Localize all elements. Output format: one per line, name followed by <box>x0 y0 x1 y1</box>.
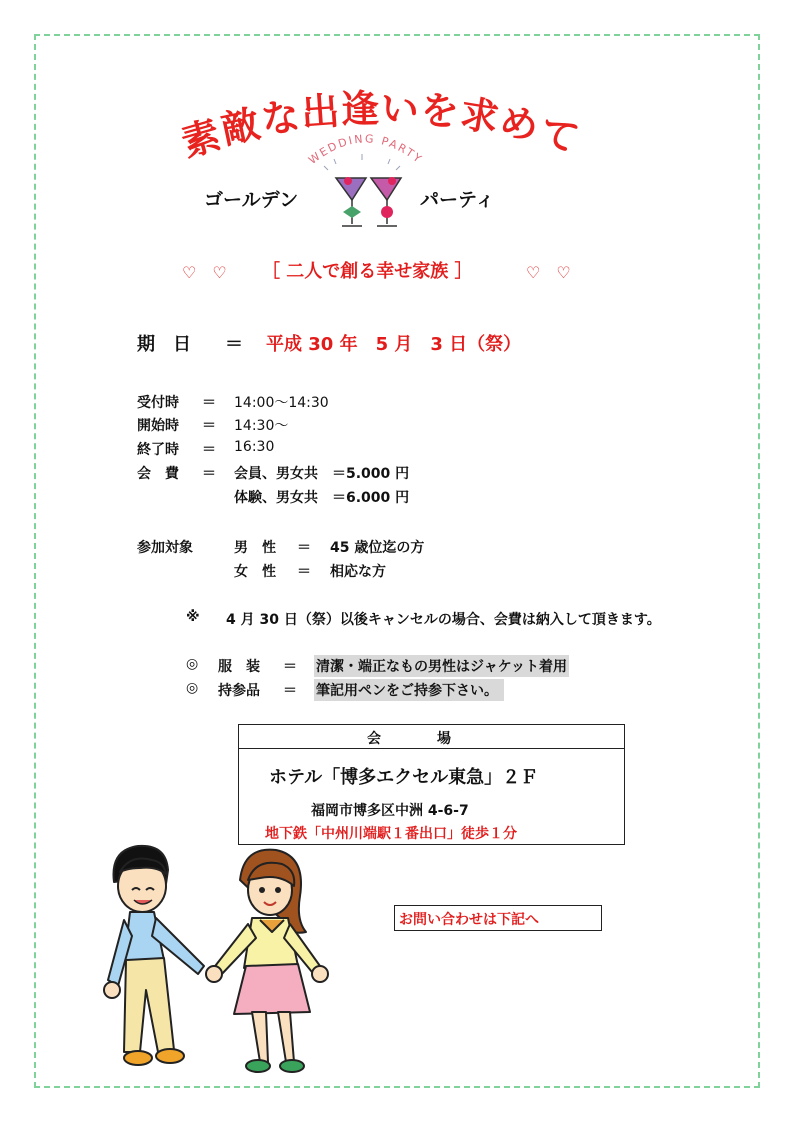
schedule-eq: ＝ <box>202 418 216 434</box>
venue-heading-row <box>239 725 624 749</box>
cocktail-glasses-icon <box>296 120 436 235</box>
venue-heading: 会 場 <box>367 731 451 747</box>
fee-trial: 体験、男女共 ＝6.000 円 <box>234 490 410 506</box>
contact-text: お問い合わせは下記へ <box>399 912 539 928</box>
title-char: て <box>534 108 584 162</box>
dress-eq: ＝ <box>283 659 297 675</box>
target-female-eq: ＝ <box>297 564 311 580</box>
venue-address: 福岡市博多区中洲 4-6-7 <box>311 803 469 819</box>
bring-mark: ◎ <box>186 680 199 696</box>
schedule-eq: ＝ <box>202 395 216 411</box>
date-value: 平成 30 年 5 月 3 日（祭） <box>266 334 522 355</box>
svg-text:WEDDING PARTY <box>306 132 425 167</box>
schedule-label: 受付時 <box>137 395 179 411</box>
venue-box <box>238 724 625 845</box>
venue-name: ホテル「博多エクセル東急」２Ｆ <box>269 767 539 788</box>
schedule-label: 開始時 <box>137 418 179 434</box>
wedding-party-label: WEDDING PARTY <box>306 132 426 167</box>
title-char: 逢 <box>340 86 380 132</box>
hearts-right: ♡ ♡ <box>526 263 571 282</box>
target-male-label: 男 性 <box>234 540 276 556</box>
subtitle-right: パーティ <box>420 189 495 211</box>
bring-label: 持参品 <box>218 683 260 699</box>
title-char: め <box>495 98 543 150</box>
bring-value: 筆記用ペンをご持参下さい。 <box>314 679 504 701</box>
contact-box <box>394 905 602 931</box>
subtitle-left: ゴールデン <box>204 189 299 211</box>
couple-illustration <box>100 840 340 1080</box>
target-male-eq: ＝ <box>297 540 311 556</box>
notice-mark: ※ <box>186 609 200 625</box>
target-label: 参加対象 <box>137 540 193 556</box>
target-female-label: 女 性 <box>234 564 276 580</box>
title-char: 求 <box>457 91 502 141</box>
date-eq: ＝ <box>225 334 243 355</box>
dress-label: 服 装 <box>218 659 260 675</box>
schedule-value: 14:30〜 <box>234 418 289 434</box>
title-char: を <box>418 87 461 135</box>
fee-member: 会員、男女共 ＝5.000 円 <box>234 466 410 482</box>
title-char: な <box>258 93 303 143</box>
dress-mark: ◎ <box>186 656 199 672</box>
schedule-label: 終了時 <box>137 442 179 458</box>
title-char: 素 <box>176 112 226 166</box>
fee-eq: ＝ <box>202 466 216 482</box>
dress-value: 清潔・端正なもの男性はジャケット着用 <box>314 655 569 677</box>
hearts-left: ♡ ♡ <box>182 263 227 282</box>
target-female-value: 相応な方 <box>330 564 386 580</box>
fee-label: 会 費 <box>137 466 179 482</box>
date-label: 期 日 <box>137 334 191 355</box>
venue-access: 地下鉄「中州川端駅１番出口」徒歩１分 <box>265 826 517 842</box>
schedule-value: 16:30 <box>234 439 275 455</box>
title-char: い <box>380 86 420 132</box>
target-male-value: 45 歳位迄の方 <box>330 540 425 556</box>
notice-text: 4 月 30 日（祭）以後キャンセルの場合、会費は納入して頂きます。 <box>226 612 661 628</box>
tagline: ［ 二人で創る幸せ家族 ］ <box>262 261 473 282</box>
title-char: 出 <box>299 88 341 136</box>
schedule-eq: ＝ <box>202 442 216 458</box>
bring-eq: ＝ <box>283 683 297 699</box>
schedule-value: 14:00〜14:30 <box>234 395 329 411</box>
title-char: 敵 <box>217 101 264 153</box>
